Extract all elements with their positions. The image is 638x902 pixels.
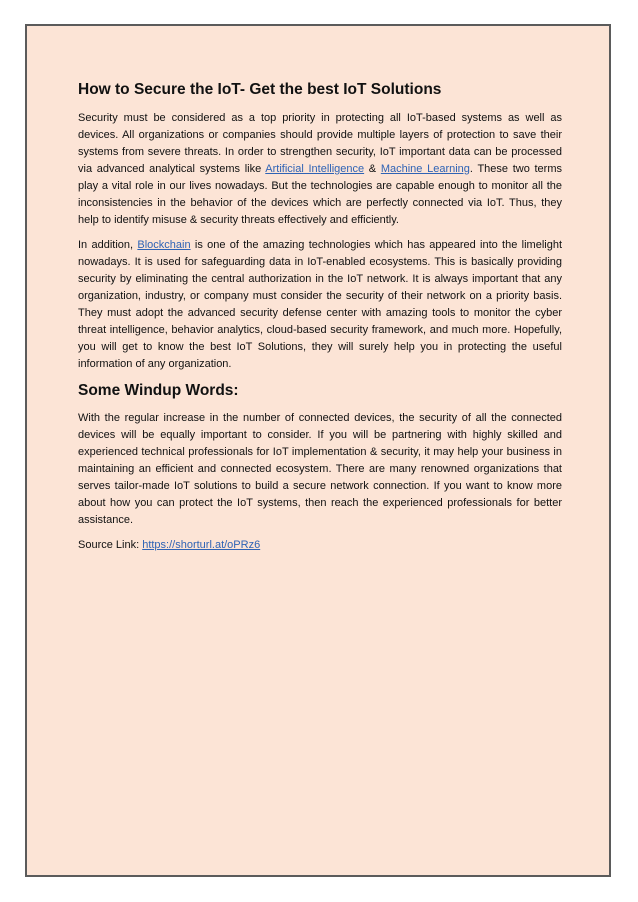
- paragraph-1-text-c: . These two terms play a vital role in our lives nowadays. But the technologies are capable enough to monitor all the inconsistencies in the behavior of the devices which are perfectly connected via IoT. Thus, they help to identify misuse & security threats effectively and efficiently.: [78, 163, 562, 226]
- paragraph-2: [78, 237, 562, 373]
- paragraph-2-text-b: is one of the amazing technologies which has appeared into the limelight nowadays. It is used for safeguarding data in IoT-enabled ecosystems. This is basically providing security by eliminating the central authorization in the IoT network. It is always important that any organization, industry, or company must consider the security of their network on a priority basis. They must adopt the advanced security defense center with amazing tools to monitor the cyber threat intelligence, behavior analytics, cloud-based security framework, and much more. Hopefully, you will get to know the best IoT Solutions, they will surely help you in protecting the useful information of any organization.: [78, 239, 562, 370]
- document-page: [25, 24, 611, 877]
- paragraph-1-text-b: &: [364, 163, 381, 175]
- section-heading-windup: Some Windup Words:: [78, 382, 239, 399]
- paragraph-1-text-a: Security must be considered as a top priority in protecting all IoT-based systems as well as devices. All organizations or companies should provide multiple layers of protection to save their systems from severe threats. In order to strengthen security, IoT important data can be processed via advanced analytical systems like: [78, 112, 562, 175]
- source-label: Source Link:: [78, 539, 143, 551]
- paragraph-2-text-a: In addition,: [78, 239, 138, 251]
- paragraph-3: With the regular increase in the number of connected devices, the security of all the connected devices will be equally important to consider. If you will be partnering with highly skilled and experienced technical professionals for IoT implementation & security, it may help your business in maintaining an efficient and connected ecosystem. There are many renowned organizations that serves tailor-made IoT solutions to build a secure network connection. If you want to know more about how you can protect the IoT systems, then reach the experienced professionals for better assistance.: [78, 412, 562, 526]
- article-body: [78, 80, 562, 562]
- link-blockchain[interactable]: Blockchain: [137, 239, 191, 251]
- link-machine-learning[interactable]: Machine Learning: [380, 163, 470, 175]
- paragraph-1: [78, 110, 562, 229]
- article-title: How to Secure the IoT- Get the best IoT Solutions: [78, 81, 442, 98]
- link-artificial-intelligence[interactable]: Artificial Intelligence: [265, 163, 365, 175]
- source-line: [78, 537, 562, 554]
- source-link[interactable]: https://shorturl.at/oPRz6: [142, 539, 261, 551]
